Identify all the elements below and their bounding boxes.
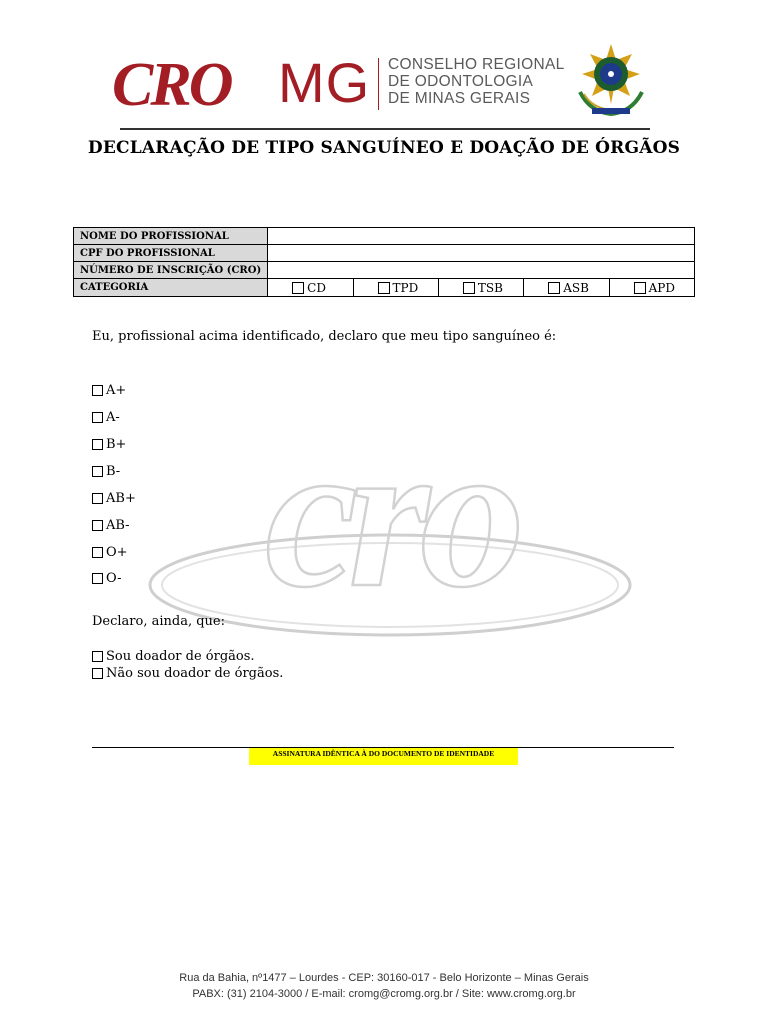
checkbox[interactable] (378, 282, 390, 294)
blood-type-intro: Eu, profissional acima identificado, declaro que meu tipo sanguíneo é: (92, 329, 557, 344)
organ-donor-yes-option[interactable] (92, 649, 255, 664)
option-label: TPD (392, 280, 419, 295)
table-row (74, 228, 695, 245)
option-label: B- (106, 464, 121, 479)
declaration-text: Declaro, ainda, que: (92, 614, 225, 629)
checkbox[interactable] (92, 668, 103, 679)
option-label: TSB (477, 280, 503, 295)
blood-option-b-neg[interactable] (92, 464, 120, 479)
organ-donor-no-option[interactable] (92, 666, 283, 681)
checkbox[interactable] (548, 282, 560, 294)
professional-info-table (73, 227, 695, 297)
cro-logo-text: CRO (112, 51, 231, 119)
field-label: NOME DO PROFISSIONAL (74, 228, 268, 245)
blood-option-a-neg[interactable] (92, 410, 120, 425)
mg-logo-text: MG (278, 51, 371, 114)
blood-option-o-pos[interactable] (92, 545, 128, 560)
category-option-tsb[interactable] (438, 279, 523, 296)
checkbox[interactable] (463, 282, 475, 294)
footer-contact: PABX: (31) 2104-3000 / E-mail: cromg@cromg.org.br / Site: www.cromg.org.br (192, 988, 576, 1000)
checkbox[interactable] (92, 493, 103, 504)
category-option-tpd[interactable] (353, 279, 438, 296)
checkbox[interactable] (92, 385, 103, 396)
checkbox[interactable] (634, 282, 646, 294)
council-line: DE MINAS GERAIS (388, 90, 531, 107)
category-option-asb[interactable] (523, 279, 608, 296)
council-line: DE ODONTOLOGIA (388, 73, 534, 90)
option-label: AB- (106, 518, 130, 533)
council-line: CONSELHO REGIONAL (388, 56, 565, 73)
blood-option-a-pos[interactable] (92, 383, 126, 398)
option-label: B+ (106, 437, 127, 452)
blood-option-b-pos[interactable] (92, 437, 126, 452)
field-label: NÚMERO DE INSCRIÇÃO (CRO) (74, 262, 268, 279)
category-option-apd[interactable] (609, 279, 694, 296)
checkbox[interactable] (92, 466, 103, 477)
blood-option-ab-pos[interactable] (92, 491, 136, 506)
option-label: O- (106, 571, 122, 586)
table-row (74, 262, 695, 279)
document-title: DECLARAÇÃO DE TIPO SANGUÍNEO E DOAÇÃO DE ÓRGÃOS (87, 138, 681, 158)
option-label: ASB (563, 280, 589, 295)
option-label: Sou doador de órgãos. (106, 649, 255, 664)
svg-text:cro: cro (265, 435, 515, 631)
cro-number-field[interactable] (268, 262, 695, 279)
footer-address: Rua da Bahia, nº1477 – Lourdes - CEP: 30160-017 - Belo Horizonte – Minas Gerais (179, 972, 589, 984)
signature-caption: ASSINATURA IDÊNTICA À DO DOCUMENTO DE IDENTIDADE (249, 748, 518, 765)
option-label: A- (106, 410, 120, 425)
header-rule (120, 128, 650, 130)
option-label: A+ (106, 383, 127, 398)
field-label: CPF DO PROFISSIONAL (74, 245, 268, 262)
checkbox[interactable] (92, 520, 103, 531)
table-row (74, 245, 695, 262)
option-label: Não sou doador de órgãos. (106, 666, 284, 681)
logo-separator (378, 58, 379, 110)
checkbox[interactable] (92, 412, 103, 423)
blood-option-ab-neg[interactable] (92, 518, 130, 533)
option-label: AB+ (106, 491, 136, 506)
option-label: APD (648, 280, 675, 295)
blood-option-o-neg[interactable] (92, 571, 122, 586)
checkbox[interactable] (92, 651, 103, 662)
council-name (388, 56, 565, 107)
category-option-cd[interactable] (268, 279, 352, 296)
brazil-coat-of-arms-icon (570, 42, 652, 120)
field-label: CATEGORIA (74, 279, 268, 297)
checkbox[interactable] (92, 573, 103, 584)
category-options (268, 279, 695, 297)
option-label: O+ (106, 545, 128, 560)
table-row (74, 279, 695, 297)
checkbox[interactable] (92, 439, 103, 450)
professional-name-field[interactable] (268, 228, 695, 245)
cpf-field[interactable] (268, 245, 695, 262)
checkbox[interactable] (92, 547, 103, 558)
checkbox[interactable] (292, 282, 304, 294)
option-label: CD (307, 280, 326, 295)
